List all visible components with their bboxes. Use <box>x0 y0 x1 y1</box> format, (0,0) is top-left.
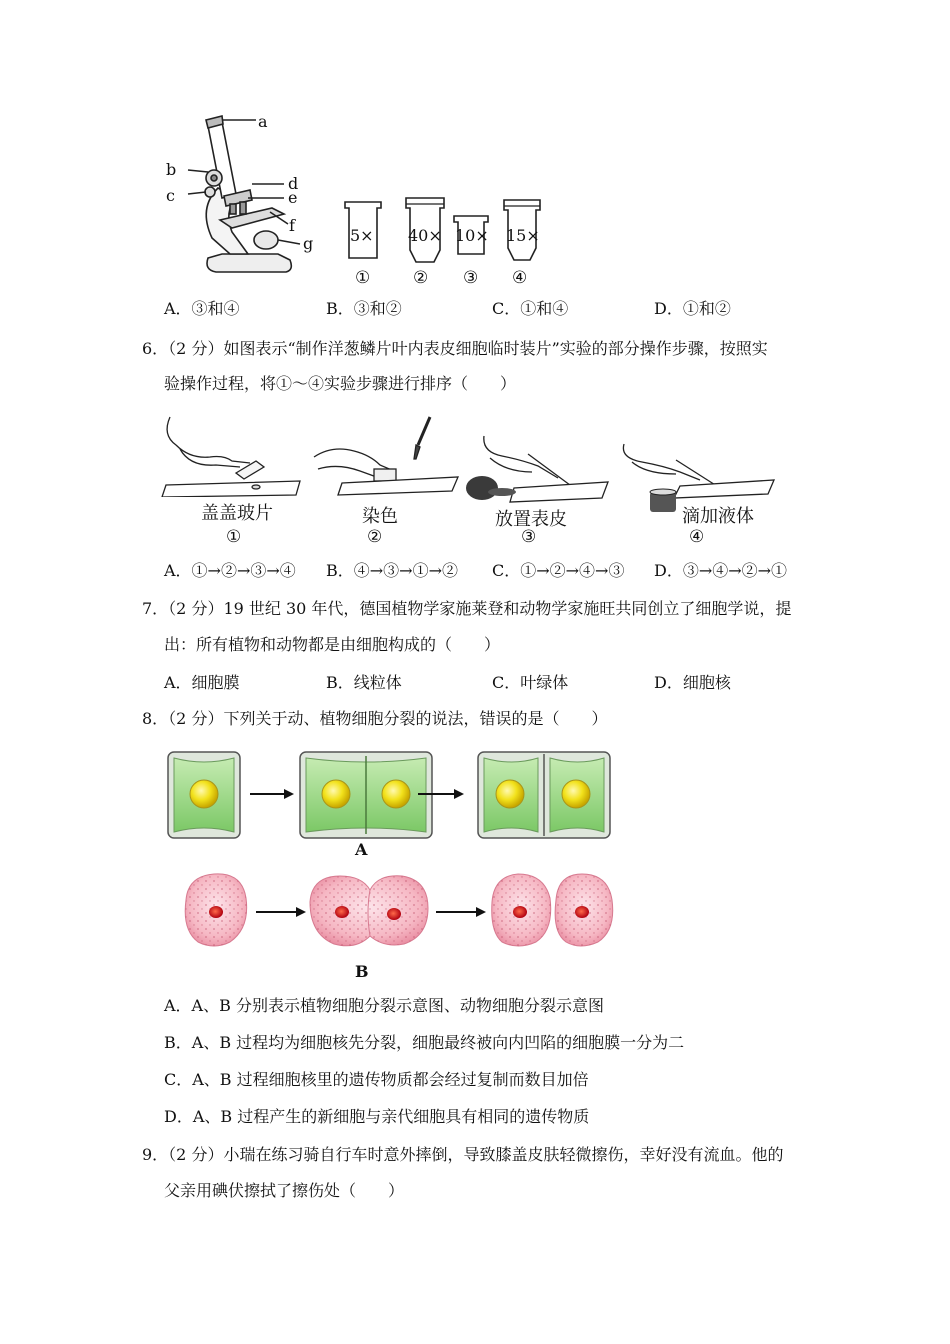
microscope-label-f: f <box>289 216 295 235</box>
q8-option-d[interactable]: D．A、B 过程产生的新细胞与亲代细胞具有相同的遗传物质 <box>164 1107 590 1126</box>
lens-2-mag: 40× <box>408 226 442 245</box>
step-place-epidermis-illustration <box>462 430 612 504</box>
q8-option-a[interactable]: A．A、B 分别表示植物细胞分裂示意图、动物细胞分裂示意图 <box>164 996 604 1015</box>
q5-option-b[interactable]: B．③和② <box>326 299 402 318</box>
q6-stem-line1: 6．（2 分）如图表示“制作洋葱鳞片叶内表皮细胞临时装片”实验的部分操作步骤，按照实 <box>142 339 768 358</box>
microscope-label-e: e <box>288 188 298 207</box>
step-1-num: ① <box>226 527 242 547</box>
step-3-label: 放置表皮 <box>495 509 567 530</box>
plant-cell-division-diagram <box>166 750 612 842</box>
q6-option-d[interactable]: D．③→④→②→① <box>654 561 788 580</box>
microscope-label-d: d <box>288 174 299 193</box>
q7-option-c[interactable]: C．叶绿体 <box>492 673 569 692</box>
q9-stem-line2: 父亲用碘伏擦拭了擦伤处（ ） <box>164 1181 405 1200</box>
q7-option-a[interactable]: A．细胞膜 <box>164 673 240 692</box>
q7-option-d[interactable]: D．细胞核 <box>654 673 731 692</box>
q7-stem-line2: 出：所有植物和动物都是由细胞构成的（ ） <box>164 635 501 654</box>
q6-option-c[interactable]: C．①→②→④→③ <box>492 561 625 580</box>
step-staining-illustration <box>312 415 462 497</box>
q8-stem: 8．（2 分）下列关于动、植物细胞分裂的说法，错误的是（ ） <box>142 709 608 728</box>
fig-label-a: A <box>355 840 368 859</box>
lens-4-mag: 15× <box>506 226 540 245</box>
step-4-label: 滴加液体 <box>682 506 754 527</box>
microscope-label-a: a <box>258 112 268 131</box>
step-cover-slip-illustration <box>160 415 310 497</box>
q5-option-c[interactable]: C．①和④ <box>492 299 569 318</box>
lens-2-num: ② <box>413 268 429 288</box>
step-3-num: ③ <box>521 527 537 547</box>
animal-cell-division-diagram <box>180 870 620 950</box>
q5-option-a[interactable]: A．③和④ <box>164 299 240 318</box>
lens-1-num: ① <box>355 268 371 288</box>
q9-stem-line1: 9．（2 分）小瑞在练习骑自行车时意外摔倒，导致膝盖皮肤轻微擦伤，幸好没有流血。他的 <box>142 1145 784 1164</box>
q8-option-b[interactable]: B．A、B 过程均为细胞核先分裂，细胞最终被向内凹陷的细胞膜一分为二 <box>164 1033 685 1052</box>
step-2-label: 染色 <box>362 506 398 527</box>
q5-option-d[interactable]: D．①和② <box>654 299 731 318</box>
q6-option-b[interactable]: B．④→③→①→② <box>326 561 458 580</box>
fig-label-b: B <box>355 962 369 981</box>
q7-stem-line1: 7．（2 分）19 世纪 30 年代，德国植物学家施莱登和动物学家施旺共同创立了细胞学说，提 <box>142 599 792 618</box>
lens-3-mag: 10× <box>455 226 489 245</box>
microscope-label-g: g <box>303 234 314 253</box>
q7-option-b[interactable]: B．线粒体 <box>326 673 402 692</box>
lens-4-num: ④ <box>512 268 528 288</box>
lens-3-num: ③ <box>463 268 479 288</box>
step-1-label: 盖盖玻片 <box>201 503 273 524</box>
microscope-label-b: b <box>166 160 177 179</box>
lens-1-mag: 5× <box>350 226 374 245</box>
q6-stem-line2: 验操作过程，将①～④实验步骤进行排序（ ） <box>164 374 517 393</box>
q6-option-a[interactable]: A．①→②→③→④ <box>164 561 296 580</box>
q8-option-c[interactable]: C．A、B 过程细胞核里的遗传物质都会经过复制而数目加倍 <box>164 1070 589 1089</box>
step-4-num: ④ <box>689 527 705 547</box>
microscope-label-c: c <box>166 186 175 205</box>
step-2-num: ② <box>367 527 383 547</box>
